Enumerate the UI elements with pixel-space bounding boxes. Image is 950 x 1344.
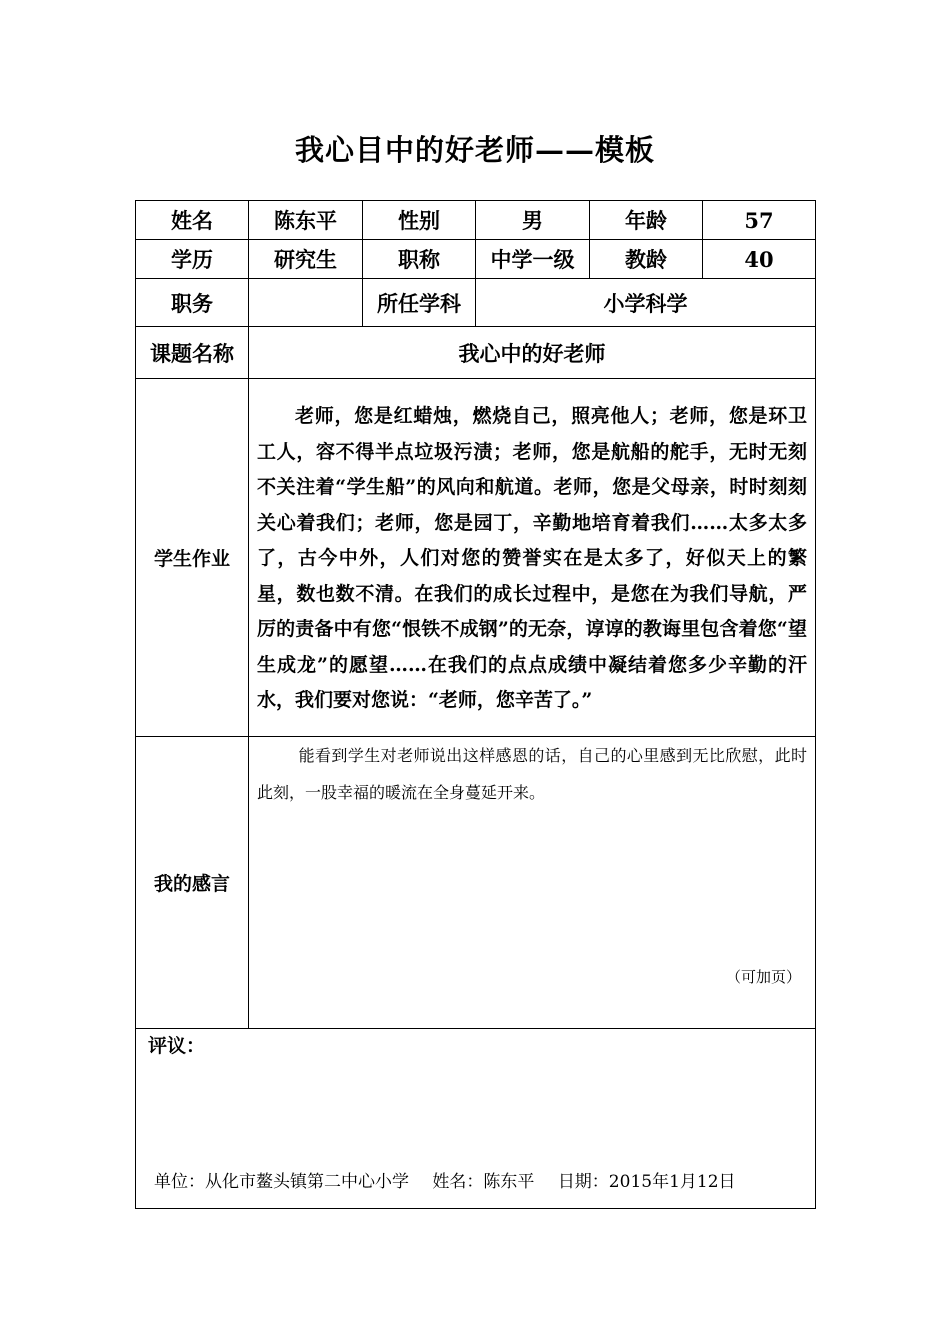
age-value: 57 [703,201,816,240]
gender-value: 男 [476,201,590,240]
row-topic [136,327,816,379]
subject-label: 所任学科 [363,279,476,327]
homework-text: 老师，您是红蜡烛，燃烧自己，照亮他人；老师，您是环卫工人，容不得半点垃圾污渍；老师，您是航船的舵手，无时无刻不关注着“学生船”的风向和航道。老师，您是父母亲，时时刻刻关心着我们；老师，您是园丁，辛勤地培育着我们……太多太多了，古今中外，人们对您的赞誉实在是太多了，好似天上的繁星，数也数不清。在我们的成长过程中，是您在为我们导航，严厉的责备中有您“恨铁不成钢”的无奈，谆谆的教诲里包含着您“望生成龙”的愿望……在我们的点点成绩中凝结着您多少辛勤的汗水，我们要对您说：“老师，您辛苦了。” [257,405,807,711]
review-label: 评议： [148,1035,206,1057]
education-value: 研究生 [249,240,363,279]
signer-name: 姓名：陈东平 [432,1172,535,1192]
name-value: 陈东平 [249,201,363,240]
row-review [136,1029,816,1209]
teacher-form-table [135,200,816,1209]
gender-label: 性别 [363,201,476,240]
post-value [249,279,363,327]
rank-value: 中学一级 [476,240,590,279]
unit-text: 单位：从化市鳌头镇第二中心小学 [154,1172,409,1192]
add-page-note: （可加页） [725,968,801,986]
row-post [136,279,816,327]
row-education [136,240,816,279]
topic-label: 课题名称 [136,327,249,379]
sign-date: 日期：2015年1月12日 [557,1172,736,1192]
rank-label: 职称 [363,240,476,279]
homework-cell [249,379,816,737]
post-label: 职务 [136,279,249,327]
page-title: 我心目中的好老师——模板 [294,133,655,167]
teaching-years-label: 教龄 [590,240,703,279]
teaching-years-value: 40 [703,240,816,279]
age-label: 年龄 [590,201,703,240]
topic-value: 我心中的好老师 [249,327,816,379]
review-cell [136,1029,816,1209]
row-feelings [136,737,816,1029]
education-label: 学历 [136,240,249,279]
name-label: 姓名 [136,201,249,240]
feelings-text: 能看到学生对老师说出这样感恩的话，自己的心里感到无比欣慰，此时此刻，一股幸福的暖流在全身蔓延开来。 [257,746,807,802]
subject-value: 小学科学 [476,279,816,327]
row-homework [136,379,816,737]
homework-label: 学生作业 [136,379,249,737]
row-basic-info [136,201,816,240]
feelings-label: 我的感言 [136,737,249,1029]
signature-line [154,1167,736,1192]
feelings-cell [249,737,816,1029]
